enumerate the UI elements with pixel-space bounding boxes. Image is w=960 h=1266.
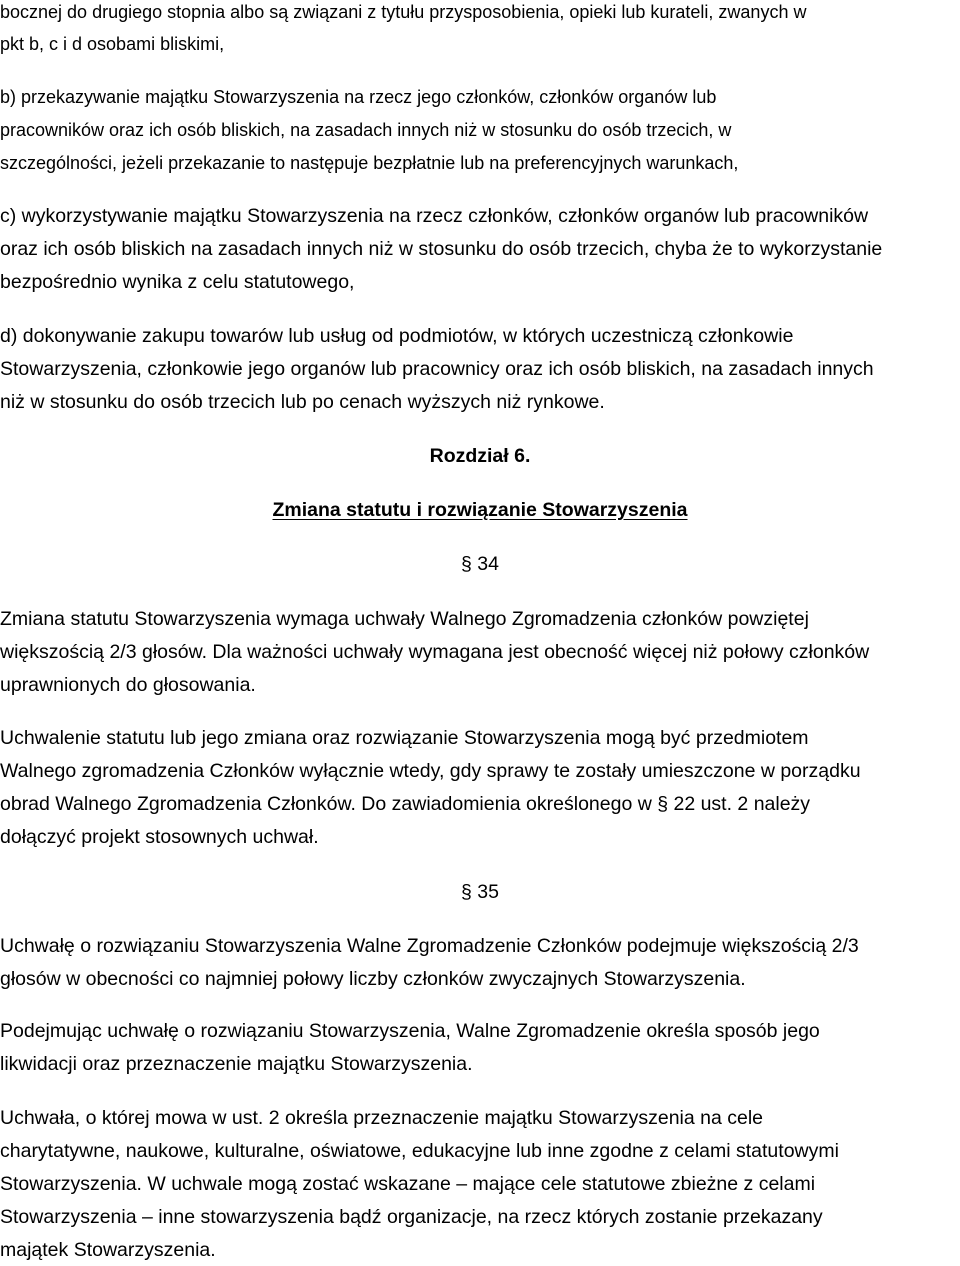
text-line: pkt b, c i d osobami bliskimi, — [0, 34, 225, 54]
text-line: Podejmując uchwałę o rozwiązaniu Stowarzyszenia, Walne Zgromadzenie określa sposób jego — [0, 1020, 820, 1042]
text-line: Stowarzyszenia. W uchwale mogą zostać wskazane – mające cele statutowe zbieżne z celami — [0, 1173, 816, 1195]
chapter-title: Zmiana statutu i rozwiązanie Stowarzyszenia — [272, 499, 688, 521]
text-line: większością 2/3 głosów. Dla ważności uchwały wymagana jest obecność więcej niż połowy członków — [0, 641, 870, 663]
text-line: b) przekazywanie majątku Stowarzyszenia na rzecz jego członków, członków organów lub — [0, 87, 717, 107]
text-line: pracowników oraz ich osób bliskich, na zasadach innych niż w stosunku do osób trzecich, w — [0, 120, 732, 140]
text-line: Walnego zgromadzenia Członków wyłącznie wtedy, gdy sprawy te zostały umieszczone w porządku — [0, 760, 861, 782]
text-line: obrad Walnego Zgromadzenia Członków. Do zawiadomienia określonego w § 22 ust. 2 należy — [0, 793, 811, 815]
text-line: głosów w obecności co najmniej połowy liczby członków zwyczajnych Stowarzyszenia. — [0, 968, 746, 990]
text-line: likwidacji oraz przeznaczenie majątku Stowarzyszenia. — [0, 1053, 473, 1075]
text-line: bezpośrednio wynika z celu statutowego, — [0, 271, 355, 293]
text-line: dołączyć projekt stosownych uchwał. — [0, 826, 319, 848]
section-heading-34: § 34 — [461, 553, 499, 575]
text-line: uprawnionych do głosowania. — [0, 674, 256, 696]
text-line: Stowarzyszenia, członkowie jego organów lub pracownicy oraz ich osób bliskich, na zasadach innych — [0, 358, 874, 380]
section-heading-35: § 35 — [461, 881, 499, 903]
text-line: niż w stosunku do osób trzecich lub po cenach wyższych niż rynkowe. — [0, 391, 605, 413]
chapter-heading: Rozdział 6. — [429, 445, 531, 467]
text-line: Uchwała, o której mowa w ust. 2 określa przeznaczenie majątku Stowarzyszenia na cele — [0, 1107, 764, 1129]
text-line: Uchwałę o rozwiązaniu Stowarzyszenia Walne Zgromadzenie Członków podejmuje większością 2/3 — [0, 935, 859, 957]
text-line: oraz ich osób bliskich na zasadach innych niż w stosunku do osób trzecich, chyba że to wykorzystanie — [0, 238, 883, 260]
text-line: charytatywne, naukowe, kulturalne, oświatowe, edukacyjne lub inne zgodne z celami statutowymi — [0, 1140, 839, 1162]
text-line: bocznej do drugiego stopnia albo są związani z tytułu przysposobienia, opieki lub kurateli, zwanych w — [0, 2, 807, 22]
text-line: majątek Stowarzyszenia. — [0, 1239, 216, 1261]
text-line: Zmiana statutu Stowarzyszenia wymaga uchwały Walnego Zgromadzenia członków powziętej — [0, 608, 809, 630]
text-line: d) dokonywanie zakupu towarów lub usług od podmiotów, w których uczestniczą członkowie — [0, 325, 794, 347]
text-line: Stowarzyszenia – inne stowarzyszenia bądź organizacje, na rzecz których zostanie przekazany — [0, 1206, 823, 1228]
text-line: c) wykorzystywanie majątku Stowarzyszenia na rzecz członków, członków organów lub pracowników — [0, 205, 869, 227]
text-line: szczególności, jeżeli przekazanie to następuje bezpłatnie lub na preferencyjnych warunkach, — [0, 153, 739, 173]
text-line: Uchwalenie statutu lub jego zmiana oraz rozwiązanie Stowarzyszenia mogą być przedmiotem — [0, 727, 809, 749]
